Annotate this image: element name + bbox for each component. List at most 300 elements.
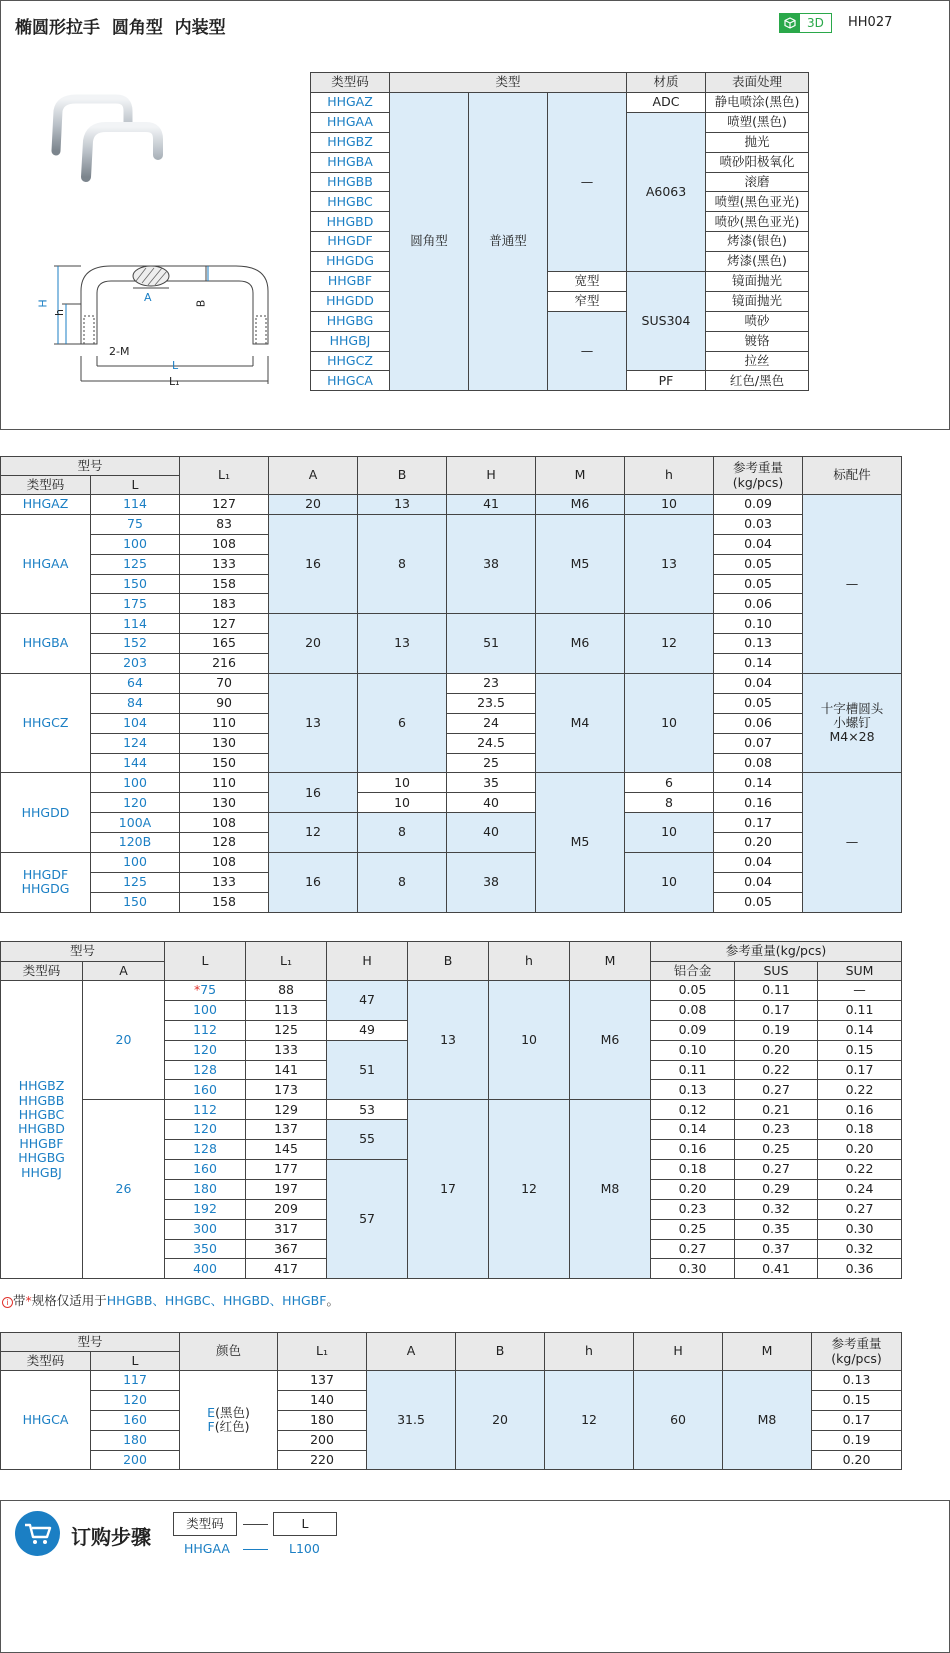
weight-value: 0.20 <box>812 1450 902 1470</box>
H-value: 38 <box>447 853 536 913</box>
weight-value: 0.07 <box>714 733 803 753</box>
h-value: 10 <box>625 495 714 515</box>
type-code: HHGAA <box>1 514 91 613</box>
L1-value: 129 <box>246 1100 327 1120</box>
order-steps-section <box>0 1500 950 1653</box>
type-code: HHGDF <box>22 866 69 882</box>
table-row <box>311 291 809 311</box>
header-accessory: 标配件 <box>803 457 902 495</box>
H-value: 57 <box>327 1160 408 1279</box>
type-code: HHGDD <box>311 291 390 311</box>
H-value: 53 <box>327 1100 408 1120</box>
weight-aluminium: 0.08 <box>651 1000 735 1020</box>
footnote-codes: HHGBB、HHGBC、HHGBD、HHGBF <box>106 1293 327 1308</box>
material-adc: ADC <box>627 93 706 113</box>
L-value: 100 <box>91 853 180 873</box>
L1-value: 173 <box>246 1080 327 1100</box>
H-value: 47 <box>327 981 408 1021</box>
L-value: 64 <box>91 674 180 694</box>
weight-sus: 0.22 <box>735 1060 818 1080</box>
header-model: 型号 <box>1 1333 180 1352</box>
accessory-screw: 十字槽圆头小螺钉M4×28 <box>803 674 902 773</box>
header-type-code: 类型码 <box>1 962 83 981</box>
weight-sum: 0.36 <box>818 1259 902 1279</box>
surface-treatment: 喷砂(黑色亚光) <box>706 212 809 232</box>
type-code: HHGCA <box>1 1371 91 1470</box>
L1-value: 141 <box>246 1060 327 1080</box>
weight-sum: 0.32 <box>818 1239 902 1259</box>
L-text: 128 <box>193 1141 217 1157</box>
weight-sus: 0.23 <box>735 1120 818 1140</box>
table-row <box>1 514 902 534</box>
L1-value: 183 <box>180 594 269 614</box>
M-value: M8 <box>570 1100 651 1279</box>
H-value: 24 <box>447 713 536 733</box>
M-value: M6 <box>536 495 625 515</box>
H-value: 55 <box>327 1120 408 1160</box>
header-L1: L₁ <box>278 1333 367 1371</box>
L1-value: 180 <box>278 1410 367 1430</box>
surface-treatment: 静电喷涂(黑色) <box>706 93 809 113</box>
type-code: HHGDG <box>311 252 390 272</box>
color-option-red <box>180 1420 277 1434</box>
header-M: M <box>536 457 625 495</box>
L-value <box>165 1080 246 1100</box>
L-value: 150 <box>91 892 180 912</box>
surface-treatment: 喷砂 <box>706 311 809 331</box>
L-text: 112 <box>193 1022 217 1038</box>
H-value: 35 <box>447 773 536 793</box>
L-value <box>165 1199 246 1219</box>
weight-value: 0.06 <box>714 594 803 614</box>
weight-sum: 0.22 <box>818 1160 902 1180</box>
cube-icon <box>780 14 800 32</box>
L-value: 100 <box>91 773 180 793</box>
weight-sum: 0.20 <box>818 1140 902 1160</box>
table-row <box>1 942 902 962</box>
L-text: 180 <box>193 1181 217 1197</box>
type-code: HHGBB <box>18 1092 65 1108</box>
type-code: HHGDF <box>311 232 390 252</box>
B-value: 10 <box>358 793 447 813</box>
L1-value: 137 <box>246 1120 327 1140</box>
header-A: A <box>269 457 358 495</box>
L1-value: 113 <box>246 1000 327 1020</box>
footnote-star: * <box>25 1293 32 1308</box>
A-value: 26 <box>83 1100 165 1279</box>
spec-table-2 <box>0 941 902 1279</box>
L1-value: 88 <box>246 981 327 1001</box>
L1-value: 133 <box>246 1040 327 1060</box>
weight-aluminium: 0.16 <box>651 1140 735 1160</box>
L-text: 128 <box>193 1061 217 1077</box>
weight-value: 0.17 <box>812 1410 902 1430</box>
table-row <box>1 793 902 813</box>
L-value: 120B <box>91 833 180 853</box>
spec-table-1 <box>0 456 902 913</box>
weight-sus: 0.41 <box>735 1259 818 1279</box>
header-model: 型号 <box>1 942 165 962</box>
weight-sus: 0.11 <box>735 981 818 1001</box>
L1-value: 110 <box>180 773 269 793</box>
H-value: 60 <box>634 1371 723 1470</box>
weight-aluminium: 0.25 <box>651 1219 735 1239</box>
weight-sus: 0.19 <box>735 1020 818 1040</box>
L-value: 144 <box>91 753 180 773</box>
table-row <box>1 495 902 515</box>
order-box-type-code: 类型码 <box>173 1512 237 1536</box>
L-value <box>165 1259 246 1279</box>
L1-value: 90 <box>180 693 269 713</box>
L-value <box>165 1160 246 1180</box>
L-text: 400 <box>193 1260 217 1276</box>
H-value: 49 <box>327 1020 408 1040</box>
L1-value: 130 <box>180 733 269 753</box>
H-value: 51 <box>327 1040 408 1100</box>
surface-treatment: 喷塑(黑色) <box>706 112 809 132</box>
order-title: 订购步骤 <box>71 1525 151 1549</box>
weight-sus: 0.27 <box>735 1160 818 1180</box>
header-H: H <box>327 942 408 981</box>
L-value: 124 <box>91 733 180 753</box>
L1-value: 70 <box>180 674 269 694</box>
M-value: M6 <box>536 614 625 674</box>
surface-treatment: 镜面抛光 <box>706 272 809 292</box>
L-value <box>165 1120 246 1140</box>
dim-label-L1: L₁ <box>169 375 180 388</box>
weight-value: 0.05 <box>714 693 803 713</box>
weight-aluminium: 0.14 <box>651 1120 735 1140</box>
L1-value: 133 <box>180 872 269 892</box>
3d-label: 3D <box>807 16 824 30</box>
B-value: 13 <box>408 981 489 1100</box>
L-value: 160 <box>91 1410 180 1430</box>
header-L: L <box>91 476 180 495</box>
L-value: 100A <box>91 813 180 833</box>
table-row <box>1 813 902 833</box>
weight-aluminium: 0.27 <box>651 1239 735 1259</box>
footnote-text-1: 带 <box>13 1293 26 1308</box>
header-h: h <box>545 1333 634 1371</box>
type-code: HHGBF <box>311 272 390 292</box>
h-value: 10 <box>489 981 570 1100</box>
L-value: 203 <box>91 654 180 674</box>
L1-value: 110 <box>180 713 269 733</box>
L-value <box>165 1239 246 1259</box>
table-row <box>1 981 902 1001</box>
weight-sus: 0.35 <box>735 1219 818 1239</box>
subtype-wide: 宽型 <box>548 272 627 292</box>
weight-value: 0.09 <box>714 495 803 515</box>
weight-sum: — <box>818 981 902 1001</box>
header-L: L <box>165 942 246 981</box>
L-value <box>165 1060 246 1080</box>
material-pf: PF <box>627 371 706 391</box>
L-value: 114 <box>91 495 180 515</box>
color-code: E <box>207 1404 216 1420</box>
header-L: L <box>91 1352 180 1371</box>
L1-value: 108 <box>180 534 269 554</box>
L1-value: 165 <box>180 634 269 654</box>
M-value: M8 <box>723 1371 812 1470</box>
type-code: HHGCZ <box>311 351 390 371</box>
type-code: HHGBA <box>1 614 91 674</box>
type-code: HHGBD <box>311 212 390 232</box>
header-type: 类型 <box>390 73 627 93</box>
L-value: 120 <box>91 793 180 813</box>
M-value: M5 <box>536 773 625 912</box>
type-code: HHGBC <box>311 192 390 212</box>
A-value: 16 <box>269 773 358 813</box>
L1-value: 108 <box>180 853 269 873</box>
L1-value: 137 <box>278 1371 367 1391</box>
L1-value: 150 <box>180 753 269 773</box>
B-value: 13 <box>358 614 447 674</box>
L1-value: 177 <box>246 1160 327 1180</box>
A-value: 16 <box>269 853 358 913</box>
surface-treatment: 抛光 <box>706 132 809 152</box>
L1-value: 200 <box>278 1430 367 1450</box>
weight-sus: 0.25 <box>735 1140 818 1160</box>
surface-treatment: 喷砂阳极氧化 <box>706 152 809 172</box>
L-value: 180 <box>91 1430 180 1450</box>
surface-treatment: 滚磨 <box>706 172 809 192</box>
surface-treatment: 拉丝 <box>706 351 809 371</box>
L-value: 200 <box>91 1450 180 1470</box>
order-example-L: L100 <box>289 1541 320 1556</box>
surface-treatment: 镜面抛光 <box>706 291 809 311</box>
table-row <box>1 713 902 733</box>
weight-value: 0.08 <box>714 753 803 773</box>
L-value <box>165 1040 246 1060</box>
weight-sus: 0.20 <box>735 1040 818 1060</box>
weight-value: 0.05 <box>714 554 803 574</box>
header-h: h <box>625 457 714 495</box>
product-photo <box>46 93 176 188</box>
weight-sus: 0.17 <box>735 1000 818 1020</box>
h-value: 10 <box>625 674 714 773</box>
L-value: 152 <box>91 634 180 654</box>
header-color: 颜色 <box>180 1333 278 1371</box>
type-code: HHGBC <box>18 1107 65 1123</box>
header-material: 材质 <box>627 73 706 93</box>
L1-value: 317 <box>246 1219 327 1239</box>
L-text: 350 <box>193 1240 217 1256</box>
weight-sum: 0.14 <box>818 1020 902 1040</box>
h-value: 10 <box>625 813 714 853</box>
header-model: 型号 <box>1 457 180 476</box>
h-value: 12 <box>545 1371 634 1470</box>
table-row <box>1 753 902 773</box>
spec-star: * <box>193 982 201 998</box>
weight-value: 0.14 <box>714 773 803 793</box>
type-code-table <box>310 72 809 391</box>
L-value <box>165 1020 246 1040</box>
weight-sum: 0.22 <box>818 1080 902 1100</box>
L-value <box>165 1179 246 1199</box>
H-value: 41 <box>447 495 536 515</box>
weight-sus: 0.29 <box>735 1179 818 1199</box>
cart-icon <box>15 1511 60 1556</box>
H-value: 51 <box>447 614 536 674</box>
weight-value: 0.04 <box>714 534 803 554</box>
L1-value: 140 <box>278 1390 367 1410</box>
L1-value: 133 <box>180 554 269 574</box>
order-dash-line <box>243 1524 268 1525</box>
material-sus304: SUS304 <box>627 272 706 371</box>
L-text: 112 <box>193 1101 217 1117</box>
L1-value: 145 <box>246 1140 327 1160</box>
color-code: F <box>207 1419 215 1435</box>
A-value: 31.5 <box>367 1371 456 1470</box>
table-row <box>1 693 902 713</box>
weight-sum: 0.15 <box>818 1040 902 1060</box>
B-value: 6 <box>358 674 447 773</box>
table-row <box>1 1100 902 1120</box>
table-row <box>1 457 902 476</box>
header-type-code: 类型码 <box>1 476 91 495</box>
header-weight: 参考重量(kg/pcs) <box>812 1333 902 1371</box>
type-code: HHGBJ <box>21 1164 62 1180</box>
type-round: 圆角型 <box>390 93 469 391</box>
surface-treatment: 烤漆(黑色) <box>706 252 809 272</box>
weight-value: 0.05 <box>714 574 803 594</box>
weight-value: 0.04 <box>714 674 803 694</box>
weight-sus: 0.37 <box>735 1239 818 1259</box>
H-value: 23.5 <box>447 693 536 713</box>
L-value <box>165 1140 246 1160</box>
color-option-black <box>180 1406 277 1420</box>
table-row <box>1 853 902 873</box>
order-example-code: HHGAA <box>184 1541 230 1556</box>
footnote-text-2: 规格仅适用于 <box>31 1293 107 1308</box>
dim-label-M: 2-M <box>109 345 130 358</box>
header-L1: L₁ <box>246 942 327 981</box>
type-normal: 普通型 <box>469 93 548 391</box>
table-row <box>1 1371 902 1391</box>
subtype-narrow: 窄型 <box>548 291 627 311</box>
type-code: HHGDD <box>1 773 91 853</box>
L-text: 120 <box>193 1041 217 1057</box>
footnote-text-3: 。 <box>326 1293 339 1308</box>
type-code-group <box>1 853 91 913</box>
type-code: HHGBZ <box>311 132 390 152</box>
color-options <box>180 1371 278 1470</box>
L1-value: 83 <box>180 514 269 534</box>
L-value <box>165 1000 246 1020</box>
header-M: M <box>723 1333 812 1371</box>
weight-value: 0.10 <box>714 614 803 634</box>
type-code: HHGDG <box>21 881 70 897</box>
accessory-none: — <box>803 495 902 674</box>
type-code: HHGAZ <box>311 93 390 113</box>
L-value: 175 <box>91 594 180 614</box>
product-overview-section <box>0 0 950 430</box>
weight-sum: 0.24 <box>818 1179 902 1199</box>
H-value: 40 <box>447 793 536 813</box>
h-value: 10 <box>625 853 714 913</box>
header-sus: SUS <box>735 962 818 981</box>
header-B: B <box>358 457 447 495</box>
weight-aluminium: 0.09 <box>651 1020 735 1040</box>
A-value: 13 <box>269 674 358 773</box>
weight-sum: 0.17 <box>818 1060 902 1080</box>
H-value: 24.5 <box>447 733 536 753</box>
h-value: 13 <box>625 514 714 613</box>
dim-label-H: H <box>36 299 50 308</box>
table-row <box>1 773 902 793</box>
info-icon: i <box>2 1297 13 1308</box>
product-code: HH027 <box>848 15 893 30</box>
L-value: 125 <box>91 872 180 892</box>
table-row <box>311 311 809 331</box>
dimension-drawing <box>36 256 281 396</box>
header-M: M <box>570 942 651 981</box>
L-text: 75 <box>200 982 217 998</box>
weight-aluminium: 0.23 <box>651 1199 735 1219</box>
M-value: M6 <box>570 981 651 1100</box>
H-value: 23 <box>447 674 536 694</box>
order-example-dash <box>243 1549 268 1550</box>
table-row <box>1 1333 902 1352</box>
weight-value: 0.04 <box>714 872 803 892</box>
header-B: B <box>456 1333 545 1371</box>
type-code: HHGBJ <box>311 331 390 351</box>
H-value: 25 <box>447 753 536 773</box>
weight-sum: 0.30 <box>818 1219 902 1239</box>
L1-value: 216 <box>180 654 269 674</box>
subtype-dash: — <box>548 311 627 391</box>
type-code-group <box>1 981 83 1279</box>
L1-value: 209 <box>246 1199 327 1219</box>
header-h: h <box>489 942 570 981</box>
A-value: 20 <box>269 495 358 515</box>
L-value: 104 <box>91 713 180 733</box>
weight-value: 0.13 <box>812 1371 902 1391</box>
weight-sus: 0.32 <box>735 1199 818 1219</box>
type-code: HHGBA <box>311 152 390 172</box>
L-value: 120 <box>91 1390 180 1410</box>
header-type-code: 类型码 <box>1 1352 91 1371</box>
L-value: 84 <box>91 693 180 713</box>
L-value: 117 <box>91 1371 180 1391</box>
type-code: HHGCZ <box>1 674 91 773</box>
type-code: HHGBD <box>18 1121 65 1137</box>
H-value: 38 <box>447 514 536 613</box>
surface-treatment: 红色/黑色 <box>706 371 809 391</box>
dim-label-B: B <box>194 299 208 308</box>
weight-value: 0.19 <box>812 1430 902 1450</box>
accessory-none: — <box>803 773 902 912</box>
L1-value: 158 <box>180 574 269 594</box>
L-value: 100 <box>91 534 180 554</box>
weight-sum: 0.16 <box>818 1100 902 1120</box>
weight-value: 0.04 <box>714 853 803 873</box>
L-value: 75 <box>91 514 180 534</box>
type-code: HHGBZ <box>18 1078 65 1094</box>
header-weight: 参考重量(kg/pcs) <box>714 457 803 495</box>
B-value: 8 <box>358 813 447 853</box>
dim-label-L: L <box>172 359 179 372</box>
L1-value: 367 <box>246 1239 327 1259</box>
h-value: 6 <box>625 773 714 793</box>
header-weight: 参考重量(kg/pcs) <box>651 942 902 962</box>
footnote <box>2 1291 339 1309</box>
3d-model-button[interactable] <box>779 13 832 33</box>
page-title: 椭圆形拉手 圆角型 内装型 <box>15 18 226 38</box>
L1-value: 158 <box>180 892 269 912</box>
type-code: HHGBF <box>19 1135 64 1151</box>
